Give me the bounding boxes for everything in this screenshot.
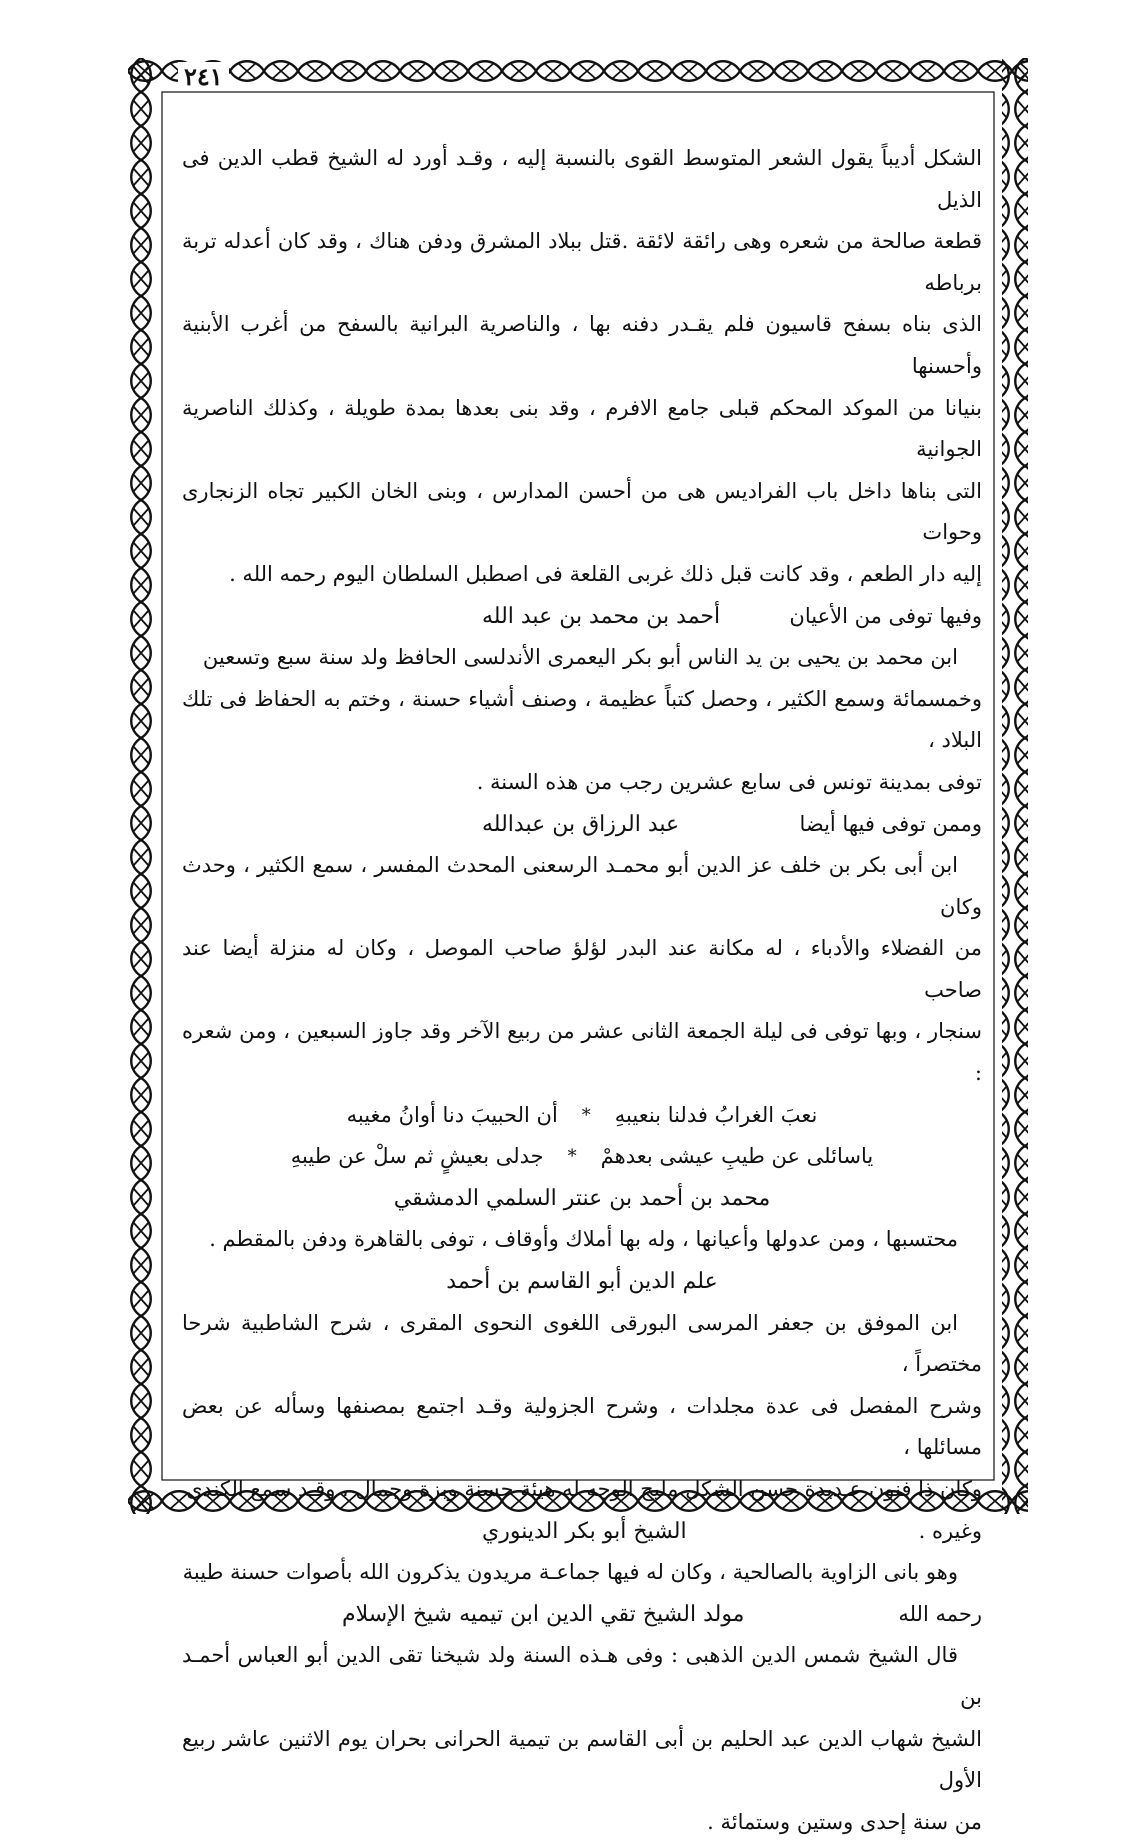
verse-hemistich: نعبَ الغرابُ فدلنا بنعيبهِ	[614, 1102, 818, 1127]
person-heading: عبد الرزاق بن عبدالله	[482, 811, 680, 837]
verse-separator: *	[567, 1146, 577, 1168]
text-line: ابن محمد بن يحيى بن يد الناس أبو بكر اليعمرى الأندلسى الحافظ ولد سنة سبع وتسعين	[202, 645, 958, 670]
text-line: الشيخ شهاب الدين عبد الحليم بن أبى القاسم بن تيمية الحرانى بحران يوم الاثنين عاشر ربيع الأول	[182, 1726, 982, 1793]
verse-hemistich: ياسائلى عن طيبِ عيشى بعدهمْ	[600, 1144, 874, 1169]
page-number: ٢٤١	[178, 62, 229, 91]
intro-text: وممن توفى فيها أيضا	[799, 811, 982, 836]
section-heading: مولد الشيخ تقي الدين ابن تيميه شيخ الإسلام	[342, 1601, 745, 1627]
obituary-intro-line	[182, 596, 982, 638]
text-line: من سنة إحدى وستين وستمائة .	[707, 1809, 982, 1834]
text-line: الذى بناه بسفح قاسيون فلم يقـدر دفنه بها ، والناصرية البرانية بالسفح من أغرب الأبنية وأحسنها	[182, 312, 982, 378]
person-heading: الشيخ أبو بكر الدينوري	[482, 1518, 687, 1544]
person-heading: علم الدين أبو القاسم بن أحمد	[446, 1269, 718, 1295]
text-line: وخمسمائة وسمع الكثير ، وحصل كتباً عظيمة ، وصنف أشياء حسنة ، وختم به الحفاظ فى تلك البلاد ،	[182, 686, 982, 753]
intro-text: وفيها توفى من الأعيان	[789, 603, 982, 628]
obituary-intro-line	[182, 1594, 982, 1636]
poem-verse	[182, 1136, 982, 1178]
text-line: سنجار ، وبها توفى فى ليلة الجمعة الثانى عشر من ربيع الآخر وقد جاوز السبعين ، ومن شعره :	[182, 1019, 982, 1086]
text-line: وشرح المفصل فى عدة مجلدات ، وشرح الجزولية وقـد اجتمع بمصنفها وسأله عن بعض مسائلها ،	[182, 1393, 982, 1460]
intro-text: وغيره .	[918, 1518, 982, 1543]
text-line: الشكل أديباً يقول الشعر المتوسط القوى بالنسبة إليه ، وقـد أورد له الشيخ قطب الدين فى الذيل	[182, 146, 982, 212]
text-line: ابن الموفق بن جعفر المرسى البورقى اللغوى النحوى المقرى ، شرح الشاطبية شرحا مختصراً ،	[182, 1310, 982, 1377]
obituary-intro-line	[182, 804, 982, 846]
text-line: التى بناها داخل باب الفراديس هى من أحسن المدارس ، وبنى الخان الكبير تجاه الزنجارى وحوات	[182, 478, 982, 545]
obituary-intro-line	[182, 1511, 982, 1553]
page-body	[182, 138, 982, 1834]
poem-verse	[182, 1095, 982, 1137]
person-heading: محمد بن أحمد بن عنتر السلمي الدمشقي	[393, 1185, 771, 1211]
intro-text: رحمه الله	[898, 1601, 982, 1626]
text-line: وكان ذا فنون عـديدة حسن الشكل مليح الوجه له هيئة حسنة وبزة وجمال ، وقـد سمع الكندى	[186, 1477, 982, 1501]
text-line: توفى بمدينة تونس فى سابع عشرين رجب من هذه السنة .	[476, 769, 982, 794]
text-line: قال الشيخ شمس الدين الذهبى : وفى هـذه السنة ولد شيخنا تقى الدين أبو العباس أحمـد بن	[182, 1643, 982, 1709]
text-line: بنيانا من الموكد المحكم قبلى جامع الافرم ، وقد بنى بعدها بمدة طويلة ، وكذلك الناصرية الجوانية	[182, 395, 982, 462]
text-line: ابن أبى بكر بن خلف عز الدين أبو محمـد الرسعنى المحدث المفسر ، سمع الكثير ، وحدث وكان	[182, 853, 982, 919]
person-heading: أحمد بن محمد بن عبد الله	[482, 603, 721, 629]
verse-separator: *	[581, 1104, 591, 1126]
verse-hemistich: أن الحبيبَ دنا أوانُ مغيبه	[346, 1102, 558, 1127]
text-line: محتسبها ، ومن عدولها وأعيانها ، وله بها أملاك وأوقاف ، توفى بالقاهرة ودفن بالمقطم .	[209, 1227, 958, 1252]
text-line: وهو بانى الزاوية بالصالحية ، وكان له فيها جماعـة مريدون يذكرون الله بأصوات حسنة طيبة	[182, 1560, 958, 1585]
text-line: إليه دار الطعم ، وقد كانت قبل ذلك غربى القلعة فى اصطبل السلطان اليوم رحمه الله .	[229, 561, 982, 586]
verse-hemistich: جدلى بعيشٍ ثم سلْ عن طيبهِ	[290, 1144, 544, 1169]
text-line: قطعة صالحة من شعره وهى رائقة لائقة .قتل ببلاد المشرق ودفن هناك ، وقد كان أعدله تربة برباطه	[182, 229, 982, 295]
text-line: من الفضلاء والأدباء ، له مكانة عند البدر لؤلؤ صاحب الموصل ، وكان له منزلة أيضا عند صاحب	[182, 936, 982, 1002]
